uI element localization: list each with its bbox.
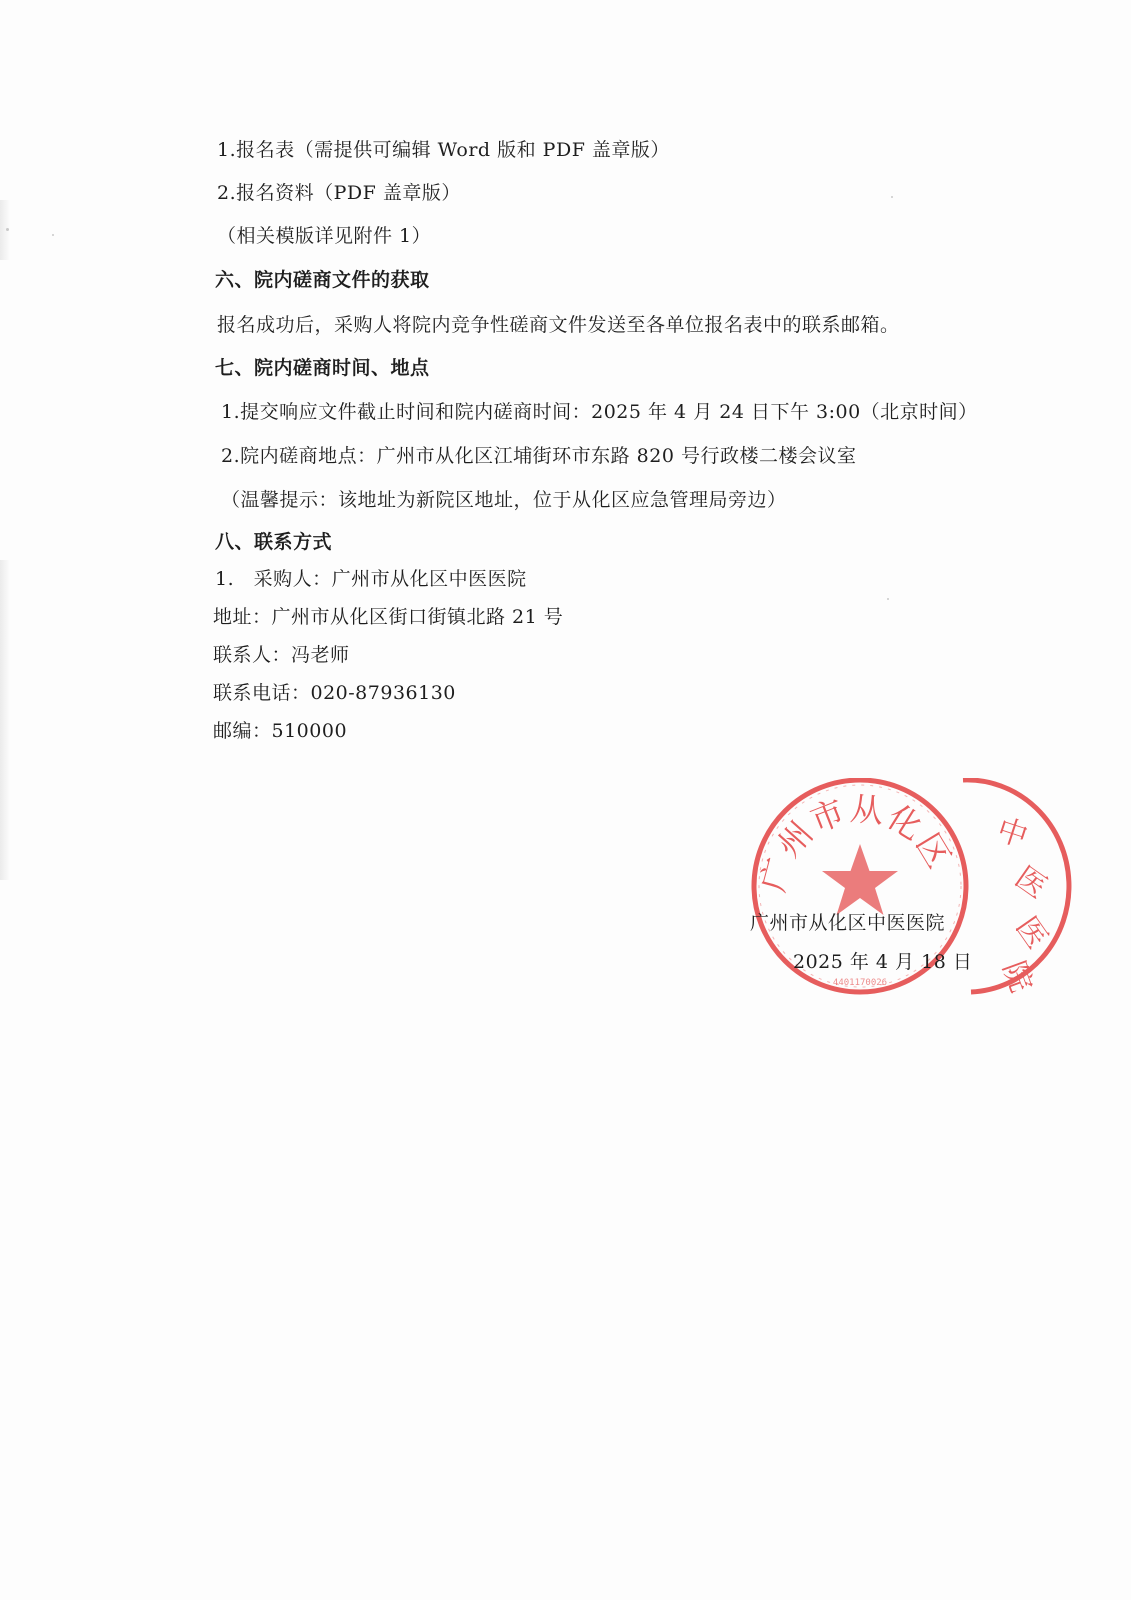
section-7-item-2: 2.院内磋商地点：广州市从化区江埔街环市东路 820 号行政楼二楼会议室	[221, 445, 857, 467]
section-7-heading: 七、院内磋商时间、地点	[215, 357, 430, 379]
svg-text:医: 医	[1008, 910, 1055, 956]
contact-person: 联系人：冯老师	[213, 644, 350, 666]
section-6-heading: 六、院内磋商文件的获取	[215, 269, 430, 291]
svg-text:医: 医	[1008, 859, 1054, 906]
svg-text:4401170026: 4401170026	[832, 978, 888, 988]
registration-item-2: 2.报名资料（PDF 盖章版）	[217, 182, 461, 204]
scan-artifact	[891, 196, 893, 198]
scan-artifact	[0, 560, 10, 880]
section-8-heading: 八、联系方式	[215, 531, 333, 553]
contact-phone: 联系电话：020-87936130	[213, 682, 456, 704]
svg-text:院: 院	[995, 956, 1039, 997]
scan-artifact	[52, 234, 54, 236]
contact-address: 地址：广州市从化区街口街镇北路 21 号	[213, 606, 564, 628]
section-6-body: 报名成功后，采购人将院内竞争性磋商文件发送至各单位报名表中的联系邮箱。	[217, 314, 900, 336]
contact-postcode: 邮编：510000	[213, 720, 348, 742]
section-7-item-1: 1.提交响应文件截止时间和院内磋商时间：2025 年 4 月 24 日下午 3:00（北京时间）	[221, 401, 978, 423]
scan-artifact	[887, 598, 889, 600]
signature-org: 广州市从化区中医医院	[750, 912, 946, 934]
scan-artifact	[6, 228, 9, 231]
section-7-note: （温馨提示：该地址为新院区地址，位于从化区应急管理局旁边）	[221, 489, 787, 511]
signature-date: 2025 年 4 月 18 日	[793, 951, 973, 973]
contact-purchaser: 1. 采购人：广州市从化区中医医院	[215, 568, 527, 590]
seal-text-top: 广州市从化区	[753, 788, 960, 896]
registration-item-1: 1.报名表（需提供可编辑 Word 版和 PDF 盖章版）	[217, 139, 670, 161]
registration-note: （相关模版详见附件 1）	[217, 225, 432, 247]
svg-text:中: 中	[992, 812, 1032, 855]
